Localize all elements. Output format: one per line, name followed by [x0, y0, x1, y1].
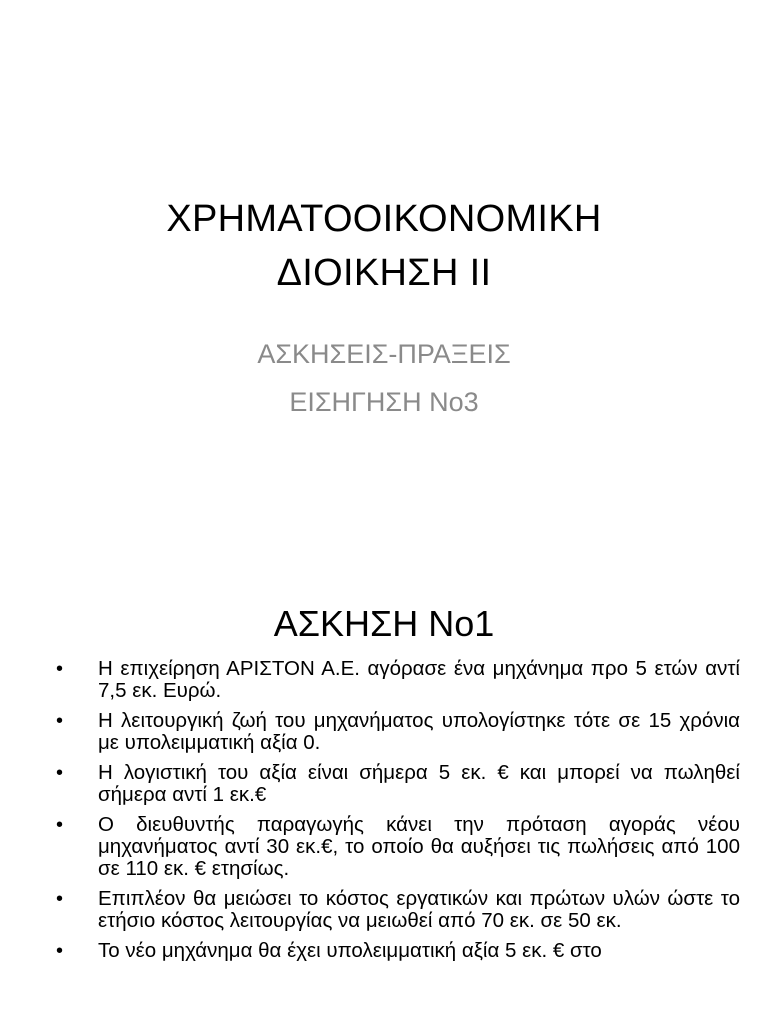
bullet-icon: •	[56, 814, 64, 836]
bullet-text: Επιπλέον θα μειώσει το κόστος εργατικών και πρώτων υλών ώστε το ετήσιο κόστος λειτουργίας να μειωθεί από 70 εκ. σε 50 εκ.	[98, 887, 740, 932]
list-item	[56, 814, 740, 880]
bullet-text: Το νέο μηχάνημα θα έχει υπολειμματική αξία 5 εκ. € στο	[98, 939, 602, 962]
exercise-slide	[0, 576, 768, 1024]
list-item	[56, 940, 740, 962]
presentation-subtitle	[0, 330, 768, 426]
list-item	[56, 710, 740, 754]
list-item	[56, 762, 740, 806]
exercise-bullet-list	[56, 658, 740, 970]
bullet-icon: •	[56, 940, 64, 962]
presentation-title	[0, 192, 768, 300]
bullet-text: Ο διευθυντής παραγωγής κάνει την πρόταση αγοράς νέου μηχανήματος αντί 30 εκ.€, το οποίο θα αυξήσει τις πωλήσεις από 100 σε 110 εκ. € ετησίως.	[98, 813, 740, 880]
bullet-icon: •	[56, 658, 64, 680]
list-item	[56, 888, 740, 932]
title-line-2: ΔΙΟΙΚΗΣΗ ΙΙ	[276, 252, 492, 294]
bullet-icon: •	[56, 710, 64, 732]
bullet-text: Η λειτουργική ζωή του μηχανήματος υπολογίστηκε τότε σε 15 χρόνια με υπολειμματική αξία 0.	[98, 709, 740, 754]
bullet-text: Η επιχείρηση ΑΡΙΣΤΟΝ Α.Ε. αγόρασε ένα μηχάνημα προ 5 ετών αντί 7,5 εκ. Ευρώ.	[98, 657, 740, 702]
exercise-heading: ΑΣΚΗΣΗ Νο1	[273, 603, 495, 644]
subtitle-line-2: ΕΙΣΗΓΗΣΗ Νο3	[289, 387, 479, 417]
bullet-icon: •	[56, 762, 64, 784]
subtitle-line-1: ΑΣΚΗΣΕΙΣ-ΠΡΑΞΕΙΣ	[257, 339, 511, 369]
title-line-1: ΧΡΗΜΑΤΟΟΙΚΟΝΟΜΙΚΗ	[166, 198, 602, 240]
bullet-icon: •	[56, 888, 64, 910]
list-item	[56, 658, 740, 702]
bullet-text: Η λογιστική του αξία είναι σήμερα 5 εκ. € και μπορεί να πωληθεί σήμερα αντί 1 εκ.€	[98, 761, 740, 806]
